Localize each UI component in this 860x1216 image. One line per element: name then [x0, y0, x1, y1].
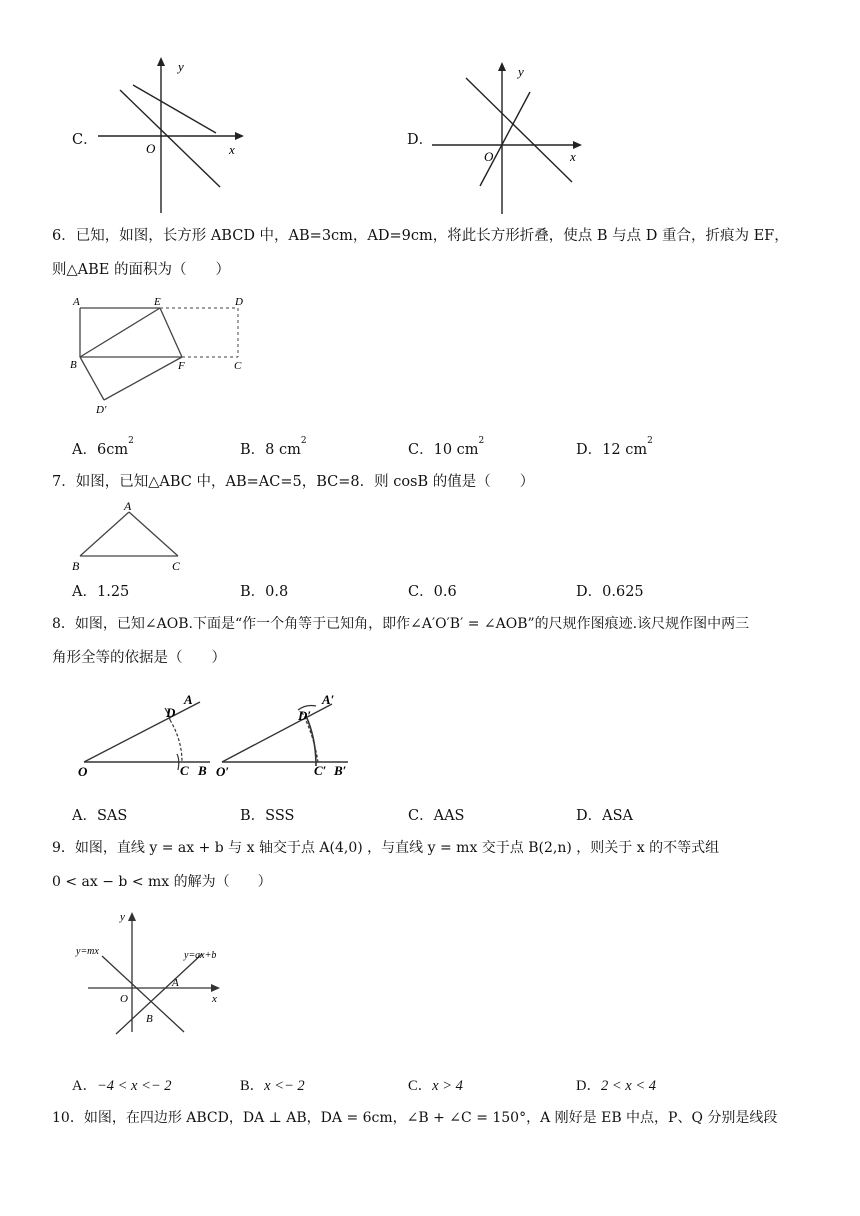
q6-label-f: F [178, 360, 185, 372]
q8-text-line1: 8．如图，已知∠AOB.下面是“作一个角等于已知角，即作∠A′O′B′ = ∠AOB”的尺规作图痕迹.该尺规作图中两三 [52, 616, 750, 632]
q9-option-d: D．2 < x < 4 [576, 1078, 656, 1094]
q6-label-c: C [234, 360, 242, 372]
q9-text-line2: 0 < ax − b < mx 的解为（ ） [52, 874, 272, 890]
q8-label-d: D [166, 705, 176, 720]
q7-option-d: D．0.625 [576, 584, 644, 600]
q10-text-line1: 10．如图，在四边形 ABCD，DA ⊥ AB，DA = 6cm，∠B + ∠C = 150°，A 刚好是 EB 中点，P、Q 分别是线段 [52, 1110, 778, 1126]
q7-text-line1: 7．如图，已知△ABC 中，AB=AC=5，BC=8．则 cosB 的值是（ ） [52, 474, 535, 490]
q6-option-d: D．12 $cm^2$ [576, 436, 653, 458]
q5d-axis-x: x [570, 149, 576, 164]
q8-label-a: A [184, 692, 193, 707]
q9-text-line1: 9．如图，直线 y = ax + b 与 x 轴交于点 A(4,0) ，与直线 y = mx 交于点 B(2,n) ，则关于 x 的不等式组 [52, 840, 720, 856]
q5-option-c-label: C． [72, 132, 98, 148]
q9-axis-y: y [120, 911, 125, 923]
q8-label-c: C [180, 763, 189, 778]
q5c-axis-x: x [229, 142, 235, 157]
q9-line-yaxb: y=ax+b [184, 950, 217, 961]
q7-triangle-figure [66, 498, 196, 574]
q9-axis-x: x [212, 993, 217, 1005]
q5c-origin: O [146, 141, 156, 156]
q9-option-c: C．x > 4 [408, 1078, 463, 1094]
q8-label-b: B [198, 763, 207, 778]
q9-point-b: B [146, 1013, 153, 1025]
q7-option-a: A．1.25 [72, 584, 130, 600]
q8-text-line2: 角形全等的依据是（ ） [52, 650, 226, 666]
q6-label-a: A [73, 296, 80, 308]
q8-angle-construction-figure [70, 690, 370, 782]
q7-label-a: A [124, 499, 132, 513]
q5d-origin: O [484, 149, 494, 164]
q6-label-b: B [70, 359, 77, 371]
q6-option-b: B．8 $cm^2$ [240, 436, 307, 458]
q6-option-c: C．10 $cm^2$ [408, 436, 485, 458]
q7-label-c: C [172, 559, 181, 573]
q9-option-b: B．x <− 2 [240, 1078, 305, 1094]
q7-label-b: B [72, 559, 80, 573]
q9-linear-functions-graph [72, 908, 242, 1038]
q8-label-dprime: D′ [298, 708, 312, 723]
q5c-axis-y: y [178, 59, 184, 74]
q8-option-b: B．SSS [240, 808, 295, 824]
q8-option-d: D．ASA [576, 808, 634, 824]
q9-point-a: A [172, 977, 179, 989]
q6-label-e: E [154, 296, 161, 308]
q6-option-a: A．$6cm^2$ [72, 436, 134, 458]
q8-label-aprime: A′ [322, 692, 335, 707]
q8-label-bprime: B′ [334, 763, 347, 778]
q5-option-d-label: D． [407, 132, 434, 148]
q8-option-c: C．AAS [408, 808, 465, 824]
q8-label-cprime: C′ [314, 763, 327, 778]
q5-graph-c [98, 55, 258, 215]
q6-label-dprime: D' [96, 404, 107, 416]
q8-option-a: A．SAS [72, 808, 128, 824]
q9-option-a: A．−4 < x <− 2 [72, 1078, 172, 1094]
q9-origin: O [120, 993, 128, 1005]
q7-option-b: B．0.8 [240, 584, 289, 600]
q7-option-c: C．0.6 [408, 584, 457, 600]
q6-text-line1: 6．已知，如图，长方形 ABCD 中，AB=3cm，AD=9cm，将此长方形折叠，使点 B 与点 D 重合，折痕为 EF， [52, 228, 789, 244]
q6-text-line2: 则△ABE 的面积为（ ） [52, 262, 230, 278]
q6-rectangle-fold-figure [68, 292, 258, 422]
q8-label-o: O [78, 764, 88, 779]
q6-label-d: D [235, 296, 243, 308]
q9-line-ymx: y=mx [76, 946, 99, 957]
q5-graph-d [432, 58, 592, 218]
q8-label-oprime: O′ [216, 764, 230, 779]
q5d-axis-y: y [518, 64, 524, 79]
